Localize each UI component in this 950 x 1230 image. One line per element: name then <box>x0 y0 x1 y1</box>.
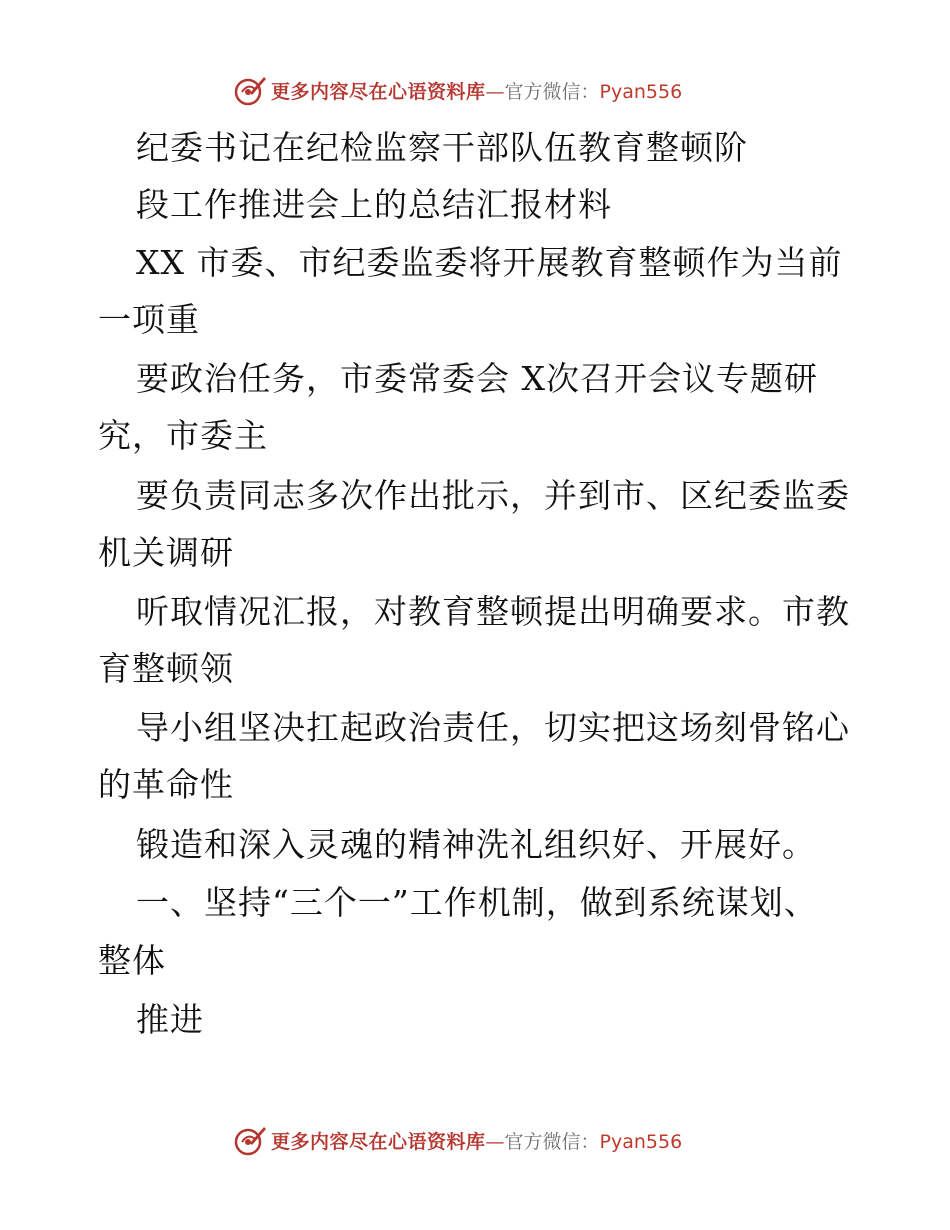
paragraph-line: 机关调研 <box>98 533 234 572</box>
banner-wechat-label: 官方微信： <box>504 80 600 103</box>
banner-site-name: 更多内容尽在心语资料库 <box>271 1130 486 1153</box>
banner-text <box>271 77 682 104</box>
section-heading-line: 一、坚持“三个一”工作机制，做到系统谋划、 <box>136 883 818 922</box>
doc-title-line-2: 段工作推进会上的总结汇报材料 <box>136 185 612 224</box>
banner-dash: — <box>485 1130 505 1153</box>
paragraph-line: 要负责同志多次作出批示，并到市、区纪委监委 <box>136 476 850 515</box>
paragraph-line: 究，市委主 <box>98 416 268 455</box>
paragraph-line: 一项重 <box>98 300 200 339</box>
paragraph-line: 的革命性 <box>98 765 234 804</box>
doc-title-line-1: 纪委书记在纪检监察干部队伍教育整顿阶 <box>136 128 748 167</box>
paragraph-line: 锻造和深入灵魂的精神洗礼组织好、开展好。 <box>136 825 816 864</box>
footer-banner <box>233 1120 682 1160</box>
section-heading-line: 整体 <box>98 941 166 980</box>
pen-logo-icon <box>233 73 267 107</box>
banner-wechat-id: Pyan556 <box>599 1130 683 1153</box>
paragraph-line: 导小组坚决扛起政治责任，切实把这场刻骨铭心 <box>136 708 850 747</box>
paragraph-line: 育整顿领 <box>98 649 234 688</box>
paragraph-line: 要政治任务，市委常委会 X次召开会议专题研 <box>136 359 818 398</box>
banner-dash: — <box>485 80 505 103</box>
section-heading-line: 推进 <box>136 1000 204 1039</box>
banner-text <box>271 1127 682 1154</box>
pen-logo-icon <box>233 1123 267 1157</box>
banner-wechat-id: Pyan556 <box>599 80 683 103</box>
paragraph-line: 听取情况汇报，对教育整顿提出明确要求。市教 <box>136 592 850 631</box>
header-banner <box>233 70 682 110</box>
paragraph-line: XX 市委、市纪委监委将开展教育整顿作为当前 <box>136 243 843 282</box>
banner-site-name: 更多内容尽在心语资料库 <box>271 80 486 103</box>
banner-wechat-label: 官方微信： <box>504 1130 600 1153</box>
